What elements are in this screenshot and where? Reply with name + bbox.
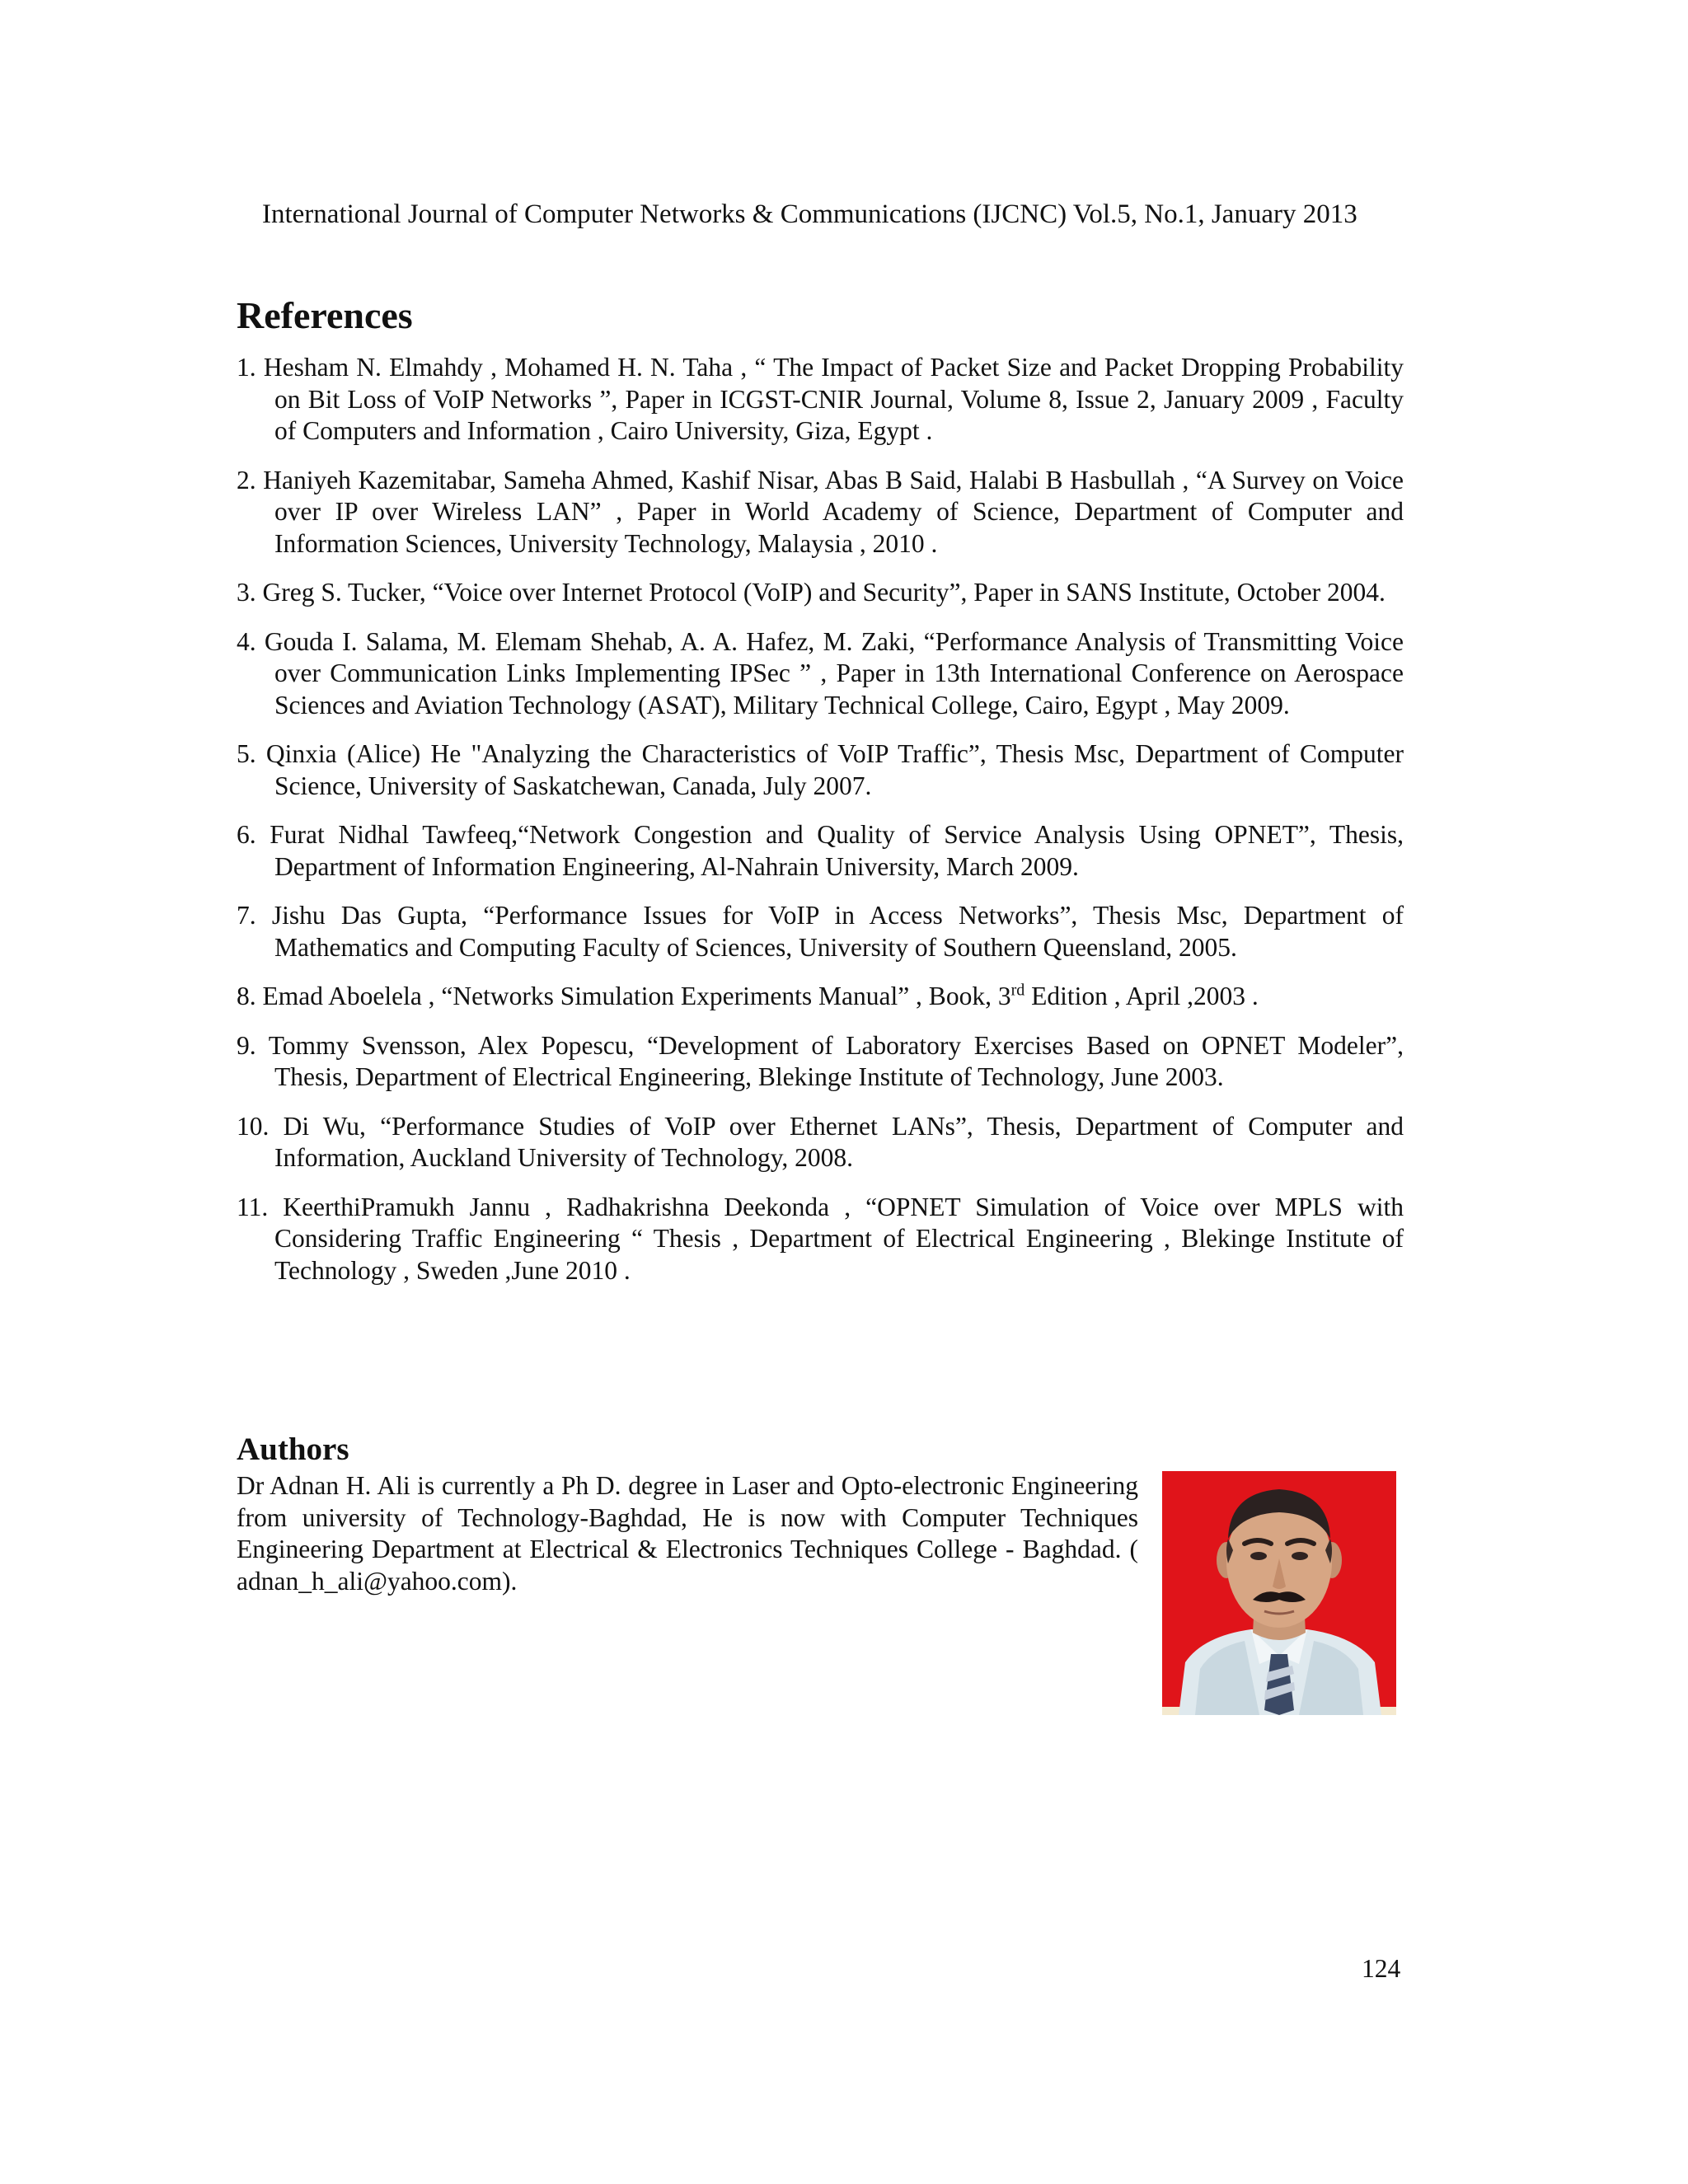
authors-heading: Authors [237,1432,349,1467]
reference-item: 1. Hesham N. Elmahdy , Mohamed H. N. Taha , “ The Impact of Packet Size and Packet Dropping Probability on Bit Loss of VoIP Networks ”, Paper in ICGST-CNIR Journal, Volume 8, Issue 2, January 2009 , Faculty of Computers and Information , Cairo University, Giza, Egypt . [237,353,1404,445]
reference-item: 2. Haniyeh Kazemitabar, Sameha Ahmed, Kashif Nisar, Abas B Said, Halabi B Hasbullah , “A Survey on Voice over IP over Wireless LAN” , Paper in World Academy of Science, Department of Computer and Information Sciences, University Technology, Malaysia , 2010 . [237,465,1404,558]
reference-item: 11. KeerthiPramukh Jannu , Radhakrishna Deekonda , “OPNET Simulation of Voice over MPLS with Considering Traffic Engineering “ Thesis , Department of Electrical Engineering , Blekinge Institute of Technology , Sweden ,June 2010 . [237,1192,1404,1285]
reference-text: Edition , April ,2003 . [1025,982,1259,1010]
reference-item: 4. Gouda I. Salama, M. Elemam Shehab, A. A. Hafez, M. Zaki, “Performance Analysis of Transmitting Voice over Communication Links Implementing IPSec ” , Paper in 13th International Conference on Aerospace Sciences and Aviation Technology (ASAT), Military Technical College, Cairo, Egypt , May 2009. [237,626,1404,719]
ordinal-superscript: rd [1010,981,1025,1000]
reference-item: 7. Jishu Das Gupta, “Performance Issues for VoIP in Access Networks”, Thesis Msc, Department of Mathematics and Computing Faculty of Sciences, University of Southern Queensland, 2005. [237,901,1404,962]
reference-item: 5. Qinxia (Alice) He "Analyzing the Characteristics of VoIP Traffic”, Thesis Msc, Department of Computer Science, University of Saskatchewan, Canada, July 2007. [237,739,1404,800]
author-portrait-icon [1162,1471,1396,1715]
page-number: 124 [1362,1954,1401,1983]
reference-item [237,981,1404,1013]
reference-item: 6. Furat Nidhal Tawfeeq,“Network Congestion and Quality of Service Analysis Using OPNET”, Thesis, Department of Information Engineering, Al-Nahrain University, March 2009. [237,820,1404,881]
reference-text: 8. Emad Aboelela , “Networks Simulation Experiments Manual” , Book, 3 [237,982,1011,1010]
references-heading: References [237,294,413,336]
running-header: International Journal of Computer Networks & Communications (IJCNC) Vol.5, No.1, January 2013 [262,199,1357,229]
reference-item: 10. Di Wu, “Performance Studies of VoIP over Ethernet LANs”, Thesis, Department of Computer and Information, Auckland University of Technology, 2008. [237,1111,1404,1172]
author-photo [1162,1471,1396,1715]
author-bio: Dr Adnan H. Ali is currently a Ph D. degree in Laser and Opto-electronic Engineering from university of Technology-Baghdad, He is now with Computer Techniques Engineering Department at Electrical & Electronics Techniques College - Baghdad. ( adnan_h_ali@yahoo.com). [237,1471,1138,1596]
reference-item: 3. Greg S. Tucker, “Voice over Internet Protocol (VoIP) and Security”, Paper in SANS Institute, October 2004. [237,578,1386,607]
references-list [237,352,1404,1304]
reference-item: 9. Tommy Svensson, Alex Popescu, “Development of Laboratory Exercises Based on OPNET Modeler”, Thesis, Department of Electrical Engineering, Blekinge Institute of Technology, June 2003. [237,1030,1404,1091]
